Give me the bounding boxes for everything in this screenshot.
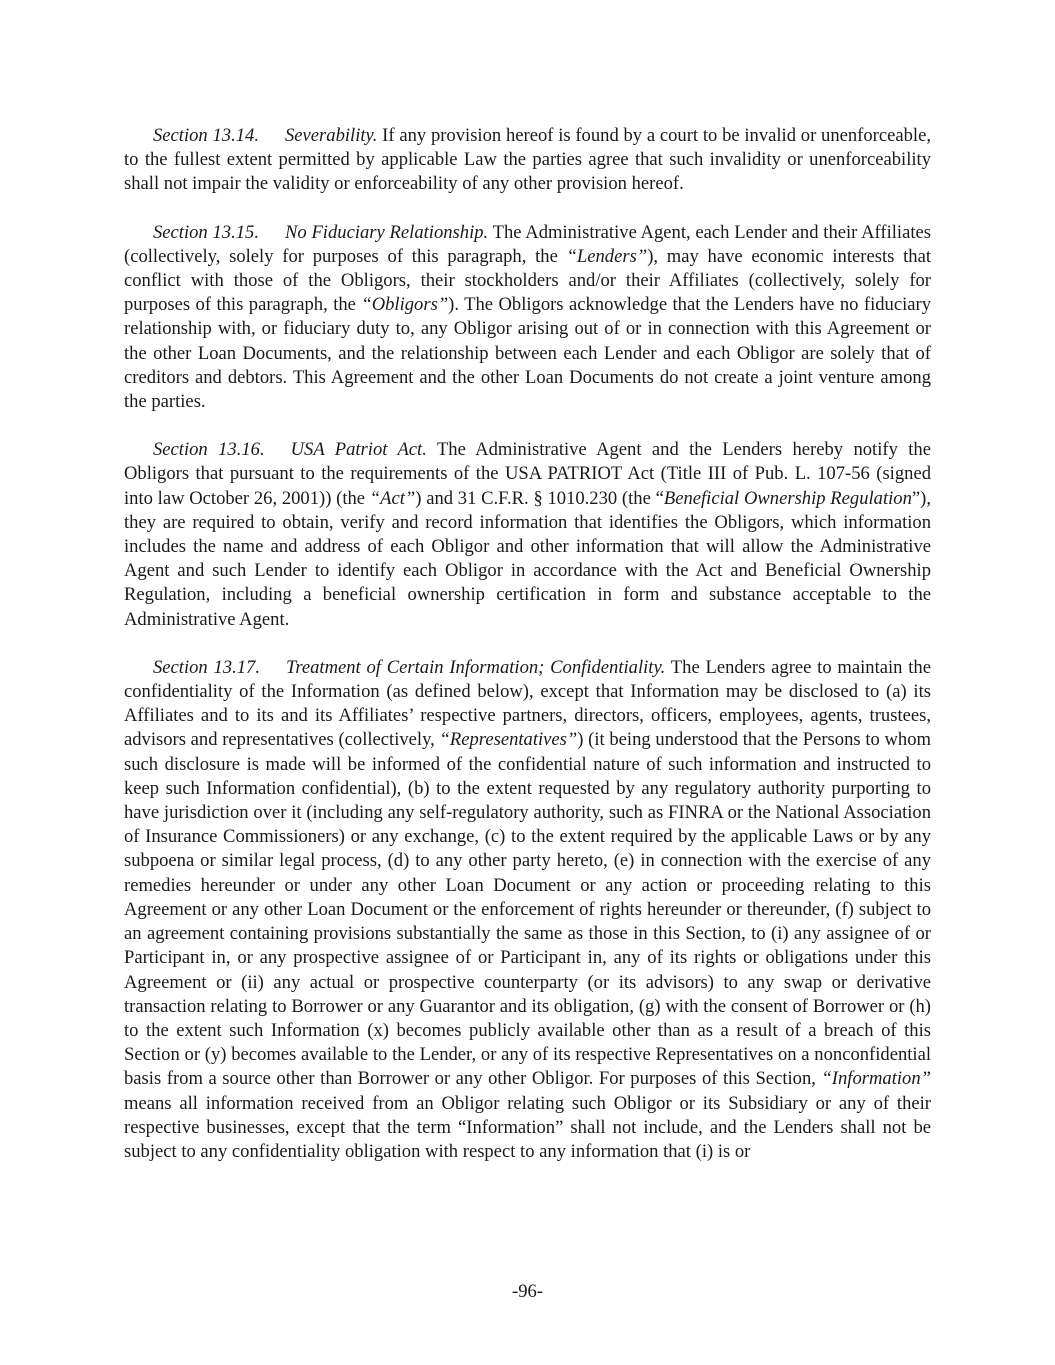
section-body: ), may have economic interests that conflict with those of the Obligors, their stockholders and/or their Affiliates (collectively, solely for purposes of this paragraph, the bbox=[124, 245, 931, 316]
section-body: The Administrative Agent and the Lenders hereby notify the Obligors that pursuant to the requirements of the USA PATRIOT Act (Title III of Pub. L. 107-56 (signed into law October 26, 2001)) (the bbox=[124, 439, 931, 509]
section-number: Section 13.17. bbox=[153, 656, 260, 678]
defined-term: Beneficial Ownership Regulation bbox=[663, 487, 912, 509]
section-body: If any provision hereof is found by a court to be invalid or unenforceable, to the fullest extent permitted by applicable Law the parties agree that such invalidity or unenforceability shall not impair the validity or enforceability of any other provision hereof. bbox=[124, 125, 931, 195]
defined-term: “Lenders” bbox=[566, 245, 648, 267]
section-title: Treatment of Certain Information; Confidentiality. bbox=[286, 656, 666, 678]
document-page bbox=[124, 124, 931, 1188]
section-13-17 bbox=[124, 656, 931, 1164]
section-body: ”), they are required to obtain, verify and record information that identifies the Obligors, which information includes the name and address of each Obligor and other information that will allow the Administrative Agent and such Lender to identify each Obligor in accordance with the Act and Beneficial Ownership Regulation, including a beneficial ownership certification in form and substance acceptable to the Administrative Agent. bbox=[124, 487, 931, 630]
defined-term: “Act” bbox=[369, 487, 416, 509]
section-body: ) and 31 C.F.R. § 1010.230 (the “ bbox=[415, 487, 664, 509]
section-body: ) (it being understood that the Persons to whom such disclosure is made will be informed of the confidential nature of such information and instructed to keep such Information confidential), (b) to the extent requested by any regulatory authority purporting to have jurisdiction over it (including any self-regulatory authority, such as FINRA or the National Association of Insurance Commissioners) or any exchange, (c) to the extent required by the applicable Laws or by any subpoena or similar legal process, (d) to any other party hereto, (e) in connection with the exercise of any remedies hereunder or under any other Loan Document or any action or proceeding relating to this Agreement or any other Loan Document or the enforcement of rights hereunder or thereunder, (f) subject to an agreement containing provisions substantially the same as those in this Section, to (i) any assignee of or Participant in, or any prospective assignee of or Participant in, any of its rights or obligations under this Agreement or (ii) any actual or prospective counterparty (or its advisors) to any swap or derivative transaction relating to Borrower or any Guarantor and its obligation, (g) with the consent of Borrower or (h) to the extent such Information (x) becomes publicly available other than as a result of a breach of this Section or (y) becomes available to the Lender, or any of its respective Representatives on a nonconfidential basis from a source other than Borrower or any other Obligor. For purposes of this Section, bbox=[124, 729, 931, 1090]
section-title: Severability. bbox=[284, 125, 378, 146]
section-13-15 bbox=[124, 221, 931, 415]
section-number: Section 13.15. bbox=[153, 221, 259, 243]
section-body: ). The Obligors acknowledge that the Lenders have no fiduciary relationship with, or fiduciary duty to, any Obligor arising out of or in connection with this Agreement or the other Loan Documents, and the relationship between each Lender and each Obligor are solely that of creditors and debtors. This Agreement and the other Loan Documents do not create a joint venture among the parties. bbox=[124, 294, 931, 413]
section-number: Section 13.16. bbox=[153, 439, 265, 461]
section-13-16 bbox=[124, 438, 931, 632]
defined-term: “Representatives” bbox=[439, 729, 578, 751]
section-body: means all information received from an Obligor relating such Obligor or its Subsidiary or any of their respective businesses, except that the term “Information” shall not include, and the Lenders shall not be subject to any confidentiality obligation with respect to any information that (i) is or bbox=[124, 1092, 931, 1162]
section-body: The Administrative Agent, each Lender and their Affiliates (collectively, solely for purposes of this paragraph, the bbox=[124, 221, 931, 267]
section-title: USA Patriot Act. bbox=[290, 439, 427, 461]
section-13-14 bbox=[124, 124, 931, 197]
section-title: No Fiduciary Relationship. bbox=[284, 221, 489, 243]
defined-term: “Information” bbox=[821, 1068, 931, 1090]
defined-term: “Obligors” bbox=[361, 294, 449, 316]
page-number: -96- bbox=[512, 1281, 543, 1302]
section-number: Section 13.14. bbox=[153, 125, 259, 146]
section-body: The Lenders agree to maintain the confidentiality of the Information (as defined below), except that Information may be disclosed to (a) its Affiliates and to its and its Affiliates’ respective partners, directors, officers, employees, agents, trustees, advisors and representatives (collectively, bbox=[124, 656, 931, 751]
